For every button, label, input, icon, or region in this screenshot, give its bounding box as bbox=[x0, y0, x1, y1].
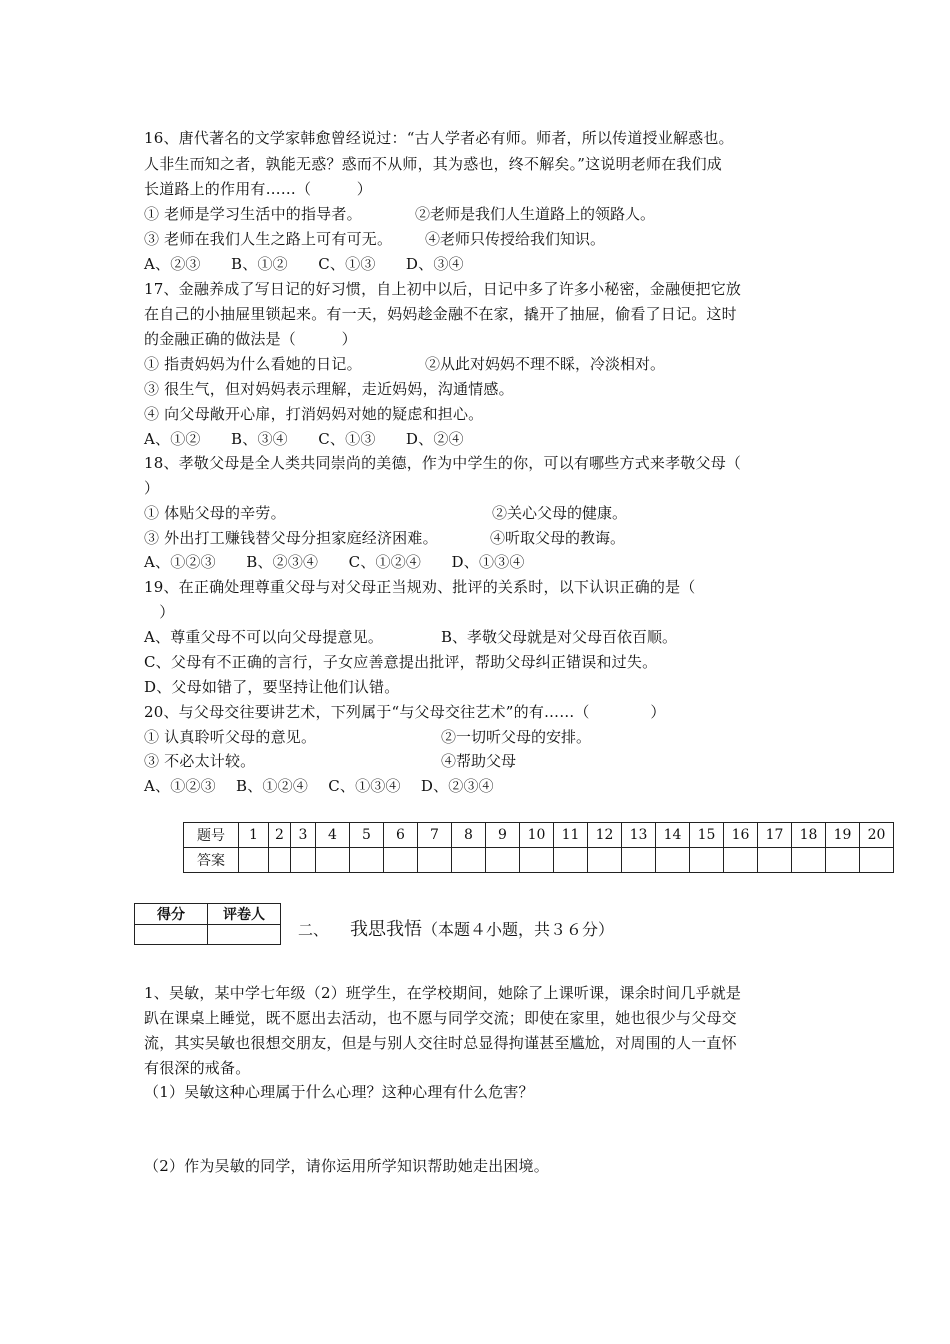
score-box bbox=[134, 903, 281, 945]
q19-stem-line-1: 19、在正确处理尊重父母与对父母正当规劝、批评的关系时，以下认识正确的是（ bbox=[144, 578, 696, 596]
q19-option-d: D、父母如错了，要坚持让他们认错。 bbox=[144, 678, 400, 696]
answer-cell[interactable] bbox=[792, 848, 826, 873]
question-number-cell: 18 bbox=[792, 823, 826, 848]
answer-cell[interactable] bbox=[269, 848, 291, 873]
q19-stem-line-2: ） bbox=[144, 603, 175, 621]
answer-cell[interactable] bbox=[554, 848, 588, 873]
q19-option-a: A、尊重父母不可以向父母提意见。 bbox=[144, 628, 384, 646]
q20-option-4: ④帮助父母 bbox=[441, 752, 517, 770]
question-number-cell: 6 bbox=[384, 823, 418, 848]
question-number-cell: 19 bbox=[826, 823, 860, 848]
q17-option-3: ③ 很生气，但对妈妈表示理解，走近妈妈，沟通情感。 bbox=[144, 380, 514, 398]
q16-option-3: ③ 老师在我们人生之路上可有可无。 bbox=[144, 230, 393, 248]
q19-option-c: C、父母有不正确的言行，子女应善意提出批评，帮助父母纠正错误和过失。 bbox=[144, 653, 658, 671]
q17-option-2: ②从此对妈妈不理不睬，冷淡相对。 bbox=[425, 355, 666, 373]
q18-answer-choices: A、①②③ B、②③④ C、①②④ D、①③④ bbox=[144, 553, 525, 571]
question-number-cell: 9 bbox=[486, 823, 520, 848]
section-title: 我思我悟 bbox=[350, 919, 423, 940]
question-number-cell: 16 bbox=[724, 823, 758, 848]
answer-cell[interactable] bbox=[622, 848, 656, 873]
q16-option-4: ④老师只传授给我们知识。 bbox=[425, 230, 606, 248]
grader-field[interactable] bbox=[208, 925, 281, 945]
answer-cell[interactable] bbox=[486, 848, 520, 873]
q16-stem-line-1: 16、唐代著名的文学家韩愈曾经说过：“古人学者必有师。师者，所以传道授业解惑也。 bbox=[144, 129, 734, 147]
case1-question-2: （2）作为吴敏的同学，请你运用所学知识帮助她走出困境。 bbox=[144, 1157, 549, 1175]
q19-option-b: B、孝敬父母就是对父母百依百顺。 bbox=[441, 628, 678, 646]
q16-answer-choices: A、②③ B、①② C、①③ D、③④ bbox=[144, 255, 464, 273]
answer-table bbox=[183, 822, 894, 873]
answer-cell[interactable] bbox=[316, 848, 350, 873]
q18-option-1: ① 体贴父母的辛劳。 bbox=[144, 504, 286, 522]
q20-option-2: ②一切听父母的安排。 bbox=[441, 728, 592, 746]
q18-stem-line-2: ） bbox=[144, 479, 160, 497]
q16-stem-line-2: 人非生而知之者，孰能无惑？惑而不从师，其为惑也，终不解矣。”这说明老师在我们成 bbox=[144, 155, 722, 173]
question-number-cell: 10 bbox=[520, 823, 554, 848]
question-number-cell: 5 bbox=[350, 823, 384, 848]
answer-cell[interactable] bbox=[860, 848, 894, 873]
q17-option-4: ④ 向父母敞开心扉，打消妈妈对她的疑虑和担心。 bbox=[144, 405, 484, 423]
section-heading bbox=[298, 918, 614, 942]
answer-table-answer-row bbox=[184, 848, 894, 873]
q16-option-2: ②老师是我们人生道路上的领路人。 bbox=[415, 205, 656, 223]
q20-answer-choices: A、①②③ B、①②④ C、①③④ D、②③④ bbox=[144, 777, 494, 795]
question-number-cell: 15 bbox=[690, 823, 724, 848]
case1-text-line-1: 1、吴敏，某中学七年级（2）班学生，在学校期间，她除了上课听课，课余时间几乎就是 bbox=[144, 984, 742, 1002]
q20-option-3: ③ 不必太计较。 bbox=[144, 752, 256, 770]
question-number-cell: 4 bbox=[316, 823, 350, 848]
grader-label: 评卷人 bbox=[208, 904, 281, 925]
question-number-cell: 12 bbox=[588, 823, 622, 848]
question-number-cell: 13 bbox=[622, 823, 656, 848]
answer-cell[interactable] bbox=[758, 848, 792, 873]
q17-stem-line-1: 17、金融养成了写日记的好习惯，自上初中以后，日记中多了许多小秘密，金融便把它放 bbox=[144, 280, 742, 298]
case1-text-line-3: 流，其实吴敏也很想交朋友，但是与别人交往时总显得拘谨甚至尴尬，对周围的人一直怀 bbox=[144, 1034, 737, 1052]
answer-cell[interactable] bbox=[418, 848, 452, 873]
question-number-cell: 20 bbox=[860, 823, 894, 848]
q17-stem-line-2: 在自己的小抽屉里锁起来。有一天，妈妈趁金融不在家，撬开了抽屉，偷看了日记。这时 bbox=[144, 305, 737, 323]
case1-text-line-4: 有很深的戒备。 bbox=[144, 1059, 251, 1077]
answer-cell[interactable] bbox=[239, 848, 269, 873]
section-number: 二、 bbox=[298, 921, 329, 939]
q18-option-4: ④听取父母的教诲。 bbox=[490, 529, 626, 547]
q16-option-1: ① 老师是学习生活中的指导者。 bbox=[144, 205, 362, 223]
case1-question-1: （1）吴敏这种心理属于什么心理？这种心理有什么危害？ bbox=[144, 1083, 534, 1101]
answer-table-answer-label: 答案 bbox=[184, 848, 239, 873]
answer-cell[interactable] bbox=[588, 848, 622, 873]
answer-table-number-row bbox=[184, 823, 894, 848]
question-number-cell: 11 bbox=[554, 823, 588, 848]
question-number-cell: 2 bbox=[269, 823, 291, 848]
answer-cell[interactable] bbox=[826, 848, 860, 873]
section-subtitle: （本题４小题，共３６分） bbox=[422, 920, 615, 939]
q18-option-3: ③ 外出打工赚钱替父母分担家庭经济困难。 bbox=[144, 529, 438, 547]
answer-cell[interactable] bbox=[724, 848, 758, 873]
question-number-cell: 7 bbox=[418, 823, 452, 848]
q18-stem-line-1: 18、孝敬父母是全人类共同崇尚的美德，作为中学生的你，可以有哪些方式来孝敬父母（ bbox=[144, 454, 742, 472]
question-number-cell: 8 bbox=[452, 823, 486, 848]
answer-cell[interactable] bbox=[690, 848, 724, 873]
q17-stem-line-3: 的金融正确的做法是（ ） bbox=[144, 330, 357, 348]
q17-option-1: ① 指责妈妈为什么看她的日记。 bbox=[144, 355, 362, 373]
q20-stem: 20、与父母交往要讲艺术，下列属于“与父母交往艺术”的有……（ ） bbox=[144, 703, 666, 721]
q16-stem-line-3: 长道路上的作用有……（ ） bbox=[144, 180, 373, 198]
answer-cell[interactable] bbox=[384, 848, 418, 873]
answer-cell[interactable] bbox=[452, 848, 486, 873]
q17-answer-choices: A、①② B、③④ C、①③ D、②④ bbox=[144, 430, 464, 448]
answer-cell[interactable] bbox=[520, 848, 554, 873]
case1-text-line-2: 趴在课桌上睡觉，既不愿出去活动，也不愿与同学交流；即使在家里，她也很少与父母交 bbox=[144, 1009, 737, 1027]
score-field[interactable] bbox=[135, 925, 208, 945]
question-number-cell: 17 bbox=[758, 823, 792, 848]
answer-cell[interactable] bbox=[350, 848, 384, 873]
question-number-cell: 3 bbox=[291, 823, 316, 848]
q20-option-1: ① 认真聆听父母的意见。 bbox=[144, 728, 317, 746]
question-number-cell: 1 bbox=[239, 823, 269, 848]
score-label: 得分 bbox=[135, 904, 208, 925]
q18-option-2: ②关心父母的健康。 bbox=[492, 504, 628, 522]
answer-cell[interactable] bbox=[291, 848, 316, 873]
question-number-cell: 14 bbox=[656, 823, 690, 848]
answer-cell[interactable] bbox=[656, 848, 690, 873]
answer-table-header-label: 题号 bbox=[184, 823, 239, 848]
